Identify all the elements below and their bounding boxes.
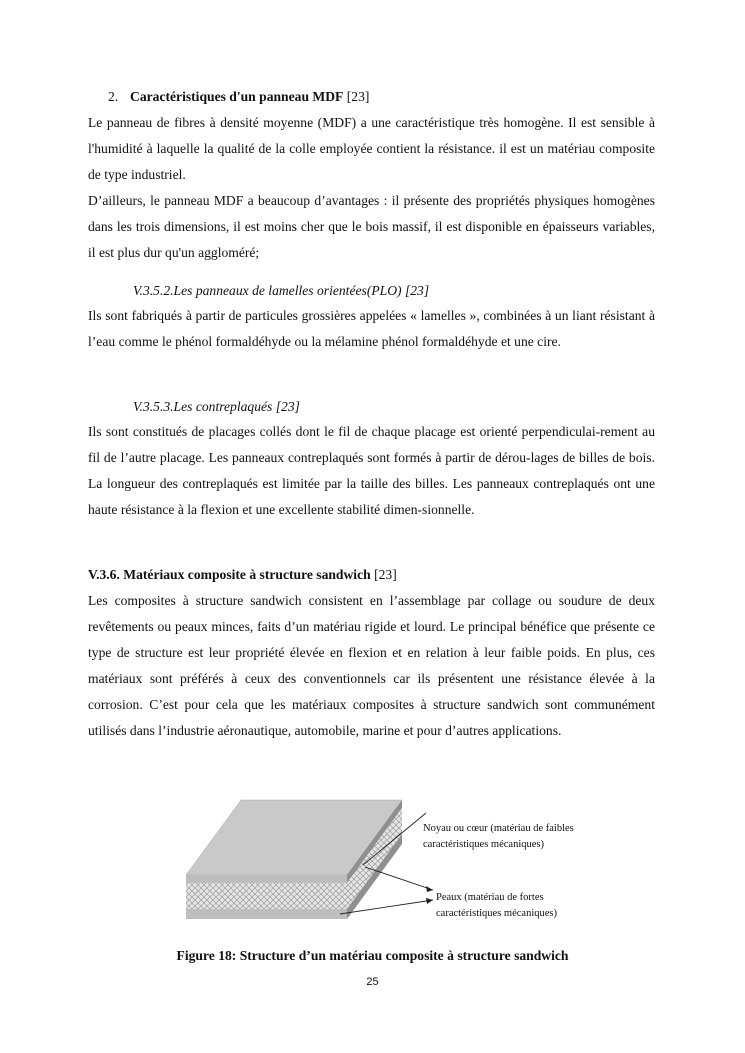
skin-label-line1: Peaux (matériau de fortes bbox=[436, 892, 544, 903]
section-reference: [23] bbox=[370, 567, 397, 582]
figure-caption: Figure 18: Structure d’un matériau composite à structure sandwich bbox=[176, 948, 569, 963]
section-reference: [23] bbox=[343, 89, 370, 104]
paragraph-contreplaques: Ils sont constitués de placages collés dont le fil de chaque placage est orienté perpendiculai-rement au fil de l’autre placage. Les panneaux contreplaqués sont formés à partir de dérou-lages de billes de bois. La longueur des contreplaqués est limitée par la taille des billes. Les panneaux contreplaqués ont une haute résistance à la flexion et une excellente stabilité dimen-sionnelle. bbox=[88, 424, 655, 517]
paragraph-mdf-2: D’ailleurs, le panneau MDF a beaucoup d’avantages : il présente des propriétés physiques homogènes dans les trois dimensions, il est moins cher que le bois massif, il est disponible en épaisseurs variables, il est plus dur qu'un aggloméré; bbox=[88, 193, 655, 260]
subsection-heading-contreplaques: V.3.5.3.Les contreplaqués [23] bbox=[133, 399, 300, 414]
arrowhead-icon bbox=[426, 898, 433, 904]
paragraph-plo: Ils sont fabriqués à partir de particules grossières appelées « lamelles », combinées à un liant résistant à l’eau comme le phénol formaldéhyde ou la mélamine phénol formaldéhyde et une cire. bbox=[88, 308, 655, 349]
page-number: 25 bbox=[366, 976, 379, 988]
subsection-heading-plo: V.3.5.2.Les panneaux de lamelles orientées(PLO) [23] bbox=[133, 283, 430, 298]
section-heading-sandwich bbox=[88, 566, 397, 584]
sandwich-structure-figure bbox=[180, 795, 600, 930]
top-skin-front bbox=[186, 875, 347, 883]
skin-label-line2: caractéristiques mécaniques) bbox=[436, 908, 557, 919]
core-label-line2: caractéristiques mécaniques) bbox=[423, 839, 544, 850]
core-front bbox=[186, 883, 347, 909]
paragraph-sandwich: Les composites à structure sandwich consistent en l’assemblage par collage ou soudure de deux revêtements ou peaux minces, faits d’un matériau rigide et lourd. Le principal bénéfice que présente ce type de structure est leur propriété élevée en flexion et en relation à leur faible poids. En plus, ces matériaux sont préférés à ceux des conventionnels car ils présentent une résistance élevée à la corrosion. C’est pour cela que les matériaux composites à structure sandwich sont communément utilisés dans l’industrie aéronautique, automobile, marine et pour d’autres applications. bbox=[88, 593, 655, 738]
arrowhead-icon bbox=[426, 886, 433, 892]
section-title: V.3.6. Matériaux composite à structure sandwich bbox=[88, 567, 371, 582]
paragraph-mdf-1: Le panneau de fibres à densité moyenne (MDF) a une caractéristique très homogène. Il est sensible à l'humidité à laquelle la qualité de la colle employée contient la résistance. il est un matériau composite de type industriel. bbox=[88, 115, 655, 182]
section-heading-mdf bbox=[108, 88, 369, 106]
section-title: Caractéristiques d'un panneau MDF bbox=[130, 89, 344, 104]
section-number: 2. bbox=[108, 89, 119, 104]
core-label-line1: Noyau ou cœur (matériau de faibles bbox=[423, 823, 574, 834]
bottom-skin-front bbox=[186, 909, 347, 919]
